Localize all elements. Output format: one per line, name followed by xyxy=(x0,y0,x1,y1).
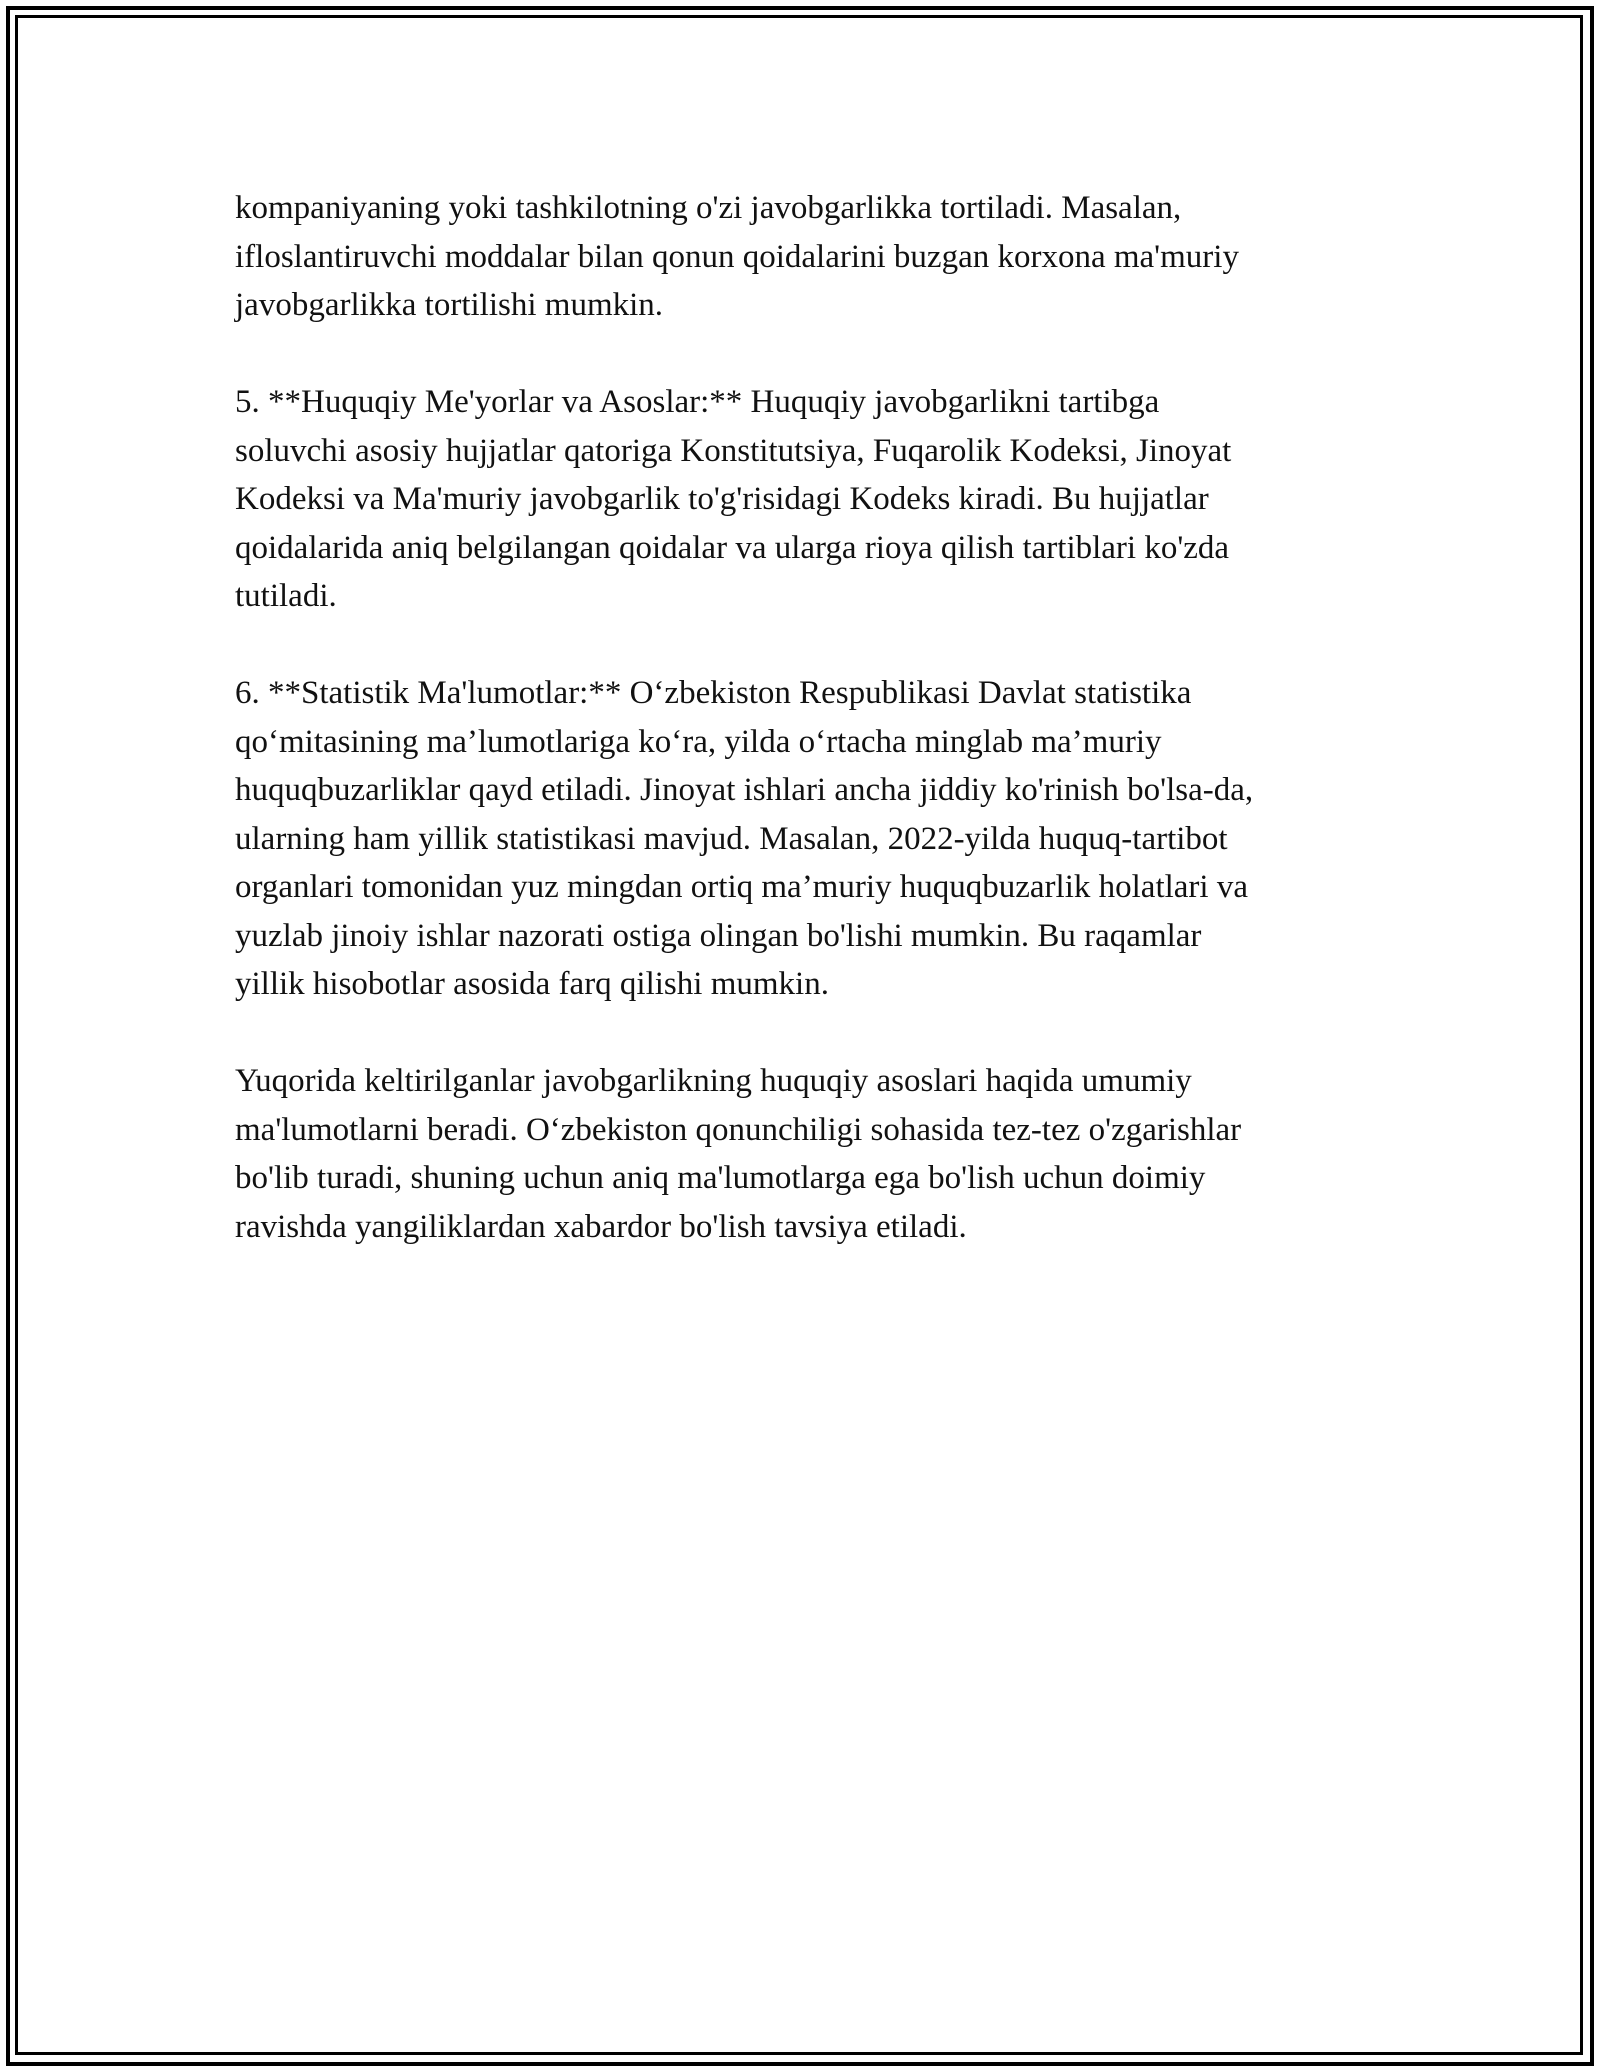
paragraph-conclusion: Yuqorida keltirilganlar javobgarlikning huquqiy asoslari haqida umumiy ma'lumotlarni beradi. O‘zbekiston qonunchiligi sohasida tez-tez o'zgarishlar bo'lib turadi, shuning uchun aniq ma'lumotlarga ega bo'lish uchun doimiy ravishda yangiliklardan xabardor bo'lish tavsiya etiladi. xyxy=(235,1063,1242,1245)
paragraph-statistics: 6. **Statistik Ma'lumotlar:** O‘zbekiston Respublikasi Davlat statistika qo‘mitasining ma’lumotlariga ko‘ra, yilda o‘rtacha minglab ma’muriy huquqbuzarliklar qayd etiladi. Jinoyat ishlari ancha jiddiy ko'rinish bo'lsa-da, ularning ham yillik statistikasi mavjud. Masalan, 2022-yilda huquq-tartibot organlari tomonidan yuz mingdan ortiq ma’muriy huquqbuzarlik holatlari va yuzlab jinoiy ishlar nazorati ostiga olingan bo'lishi mumkin. Bu raqamlar yillik hisobotlar asosida farq qilishi mumkin. xyxy=(235,675,1254,1002)
paragraph-continuation: kompaniyaning yoki tashkilotning o'zi javobgarlikka tortiladi. Masalan, ifloslantiruvchi moddalar bilan qonun qoidalarini buzgan korxona ma'muriy javobgarlikka tortilishi mumkin. xyxy=(235,190,1239,323)
document-body xyxy=(235,184,1375,1300)
paragraph-legal-norms: 5. **Huquqiy Me'yorlar va Asoslar:** Huquqiy javobgarlikni tartibga soluvchi asosiy hujjatlar qatoriga Konstitutsiya, Fuqarolik Kodeksi, Jinoyat Kodeksi va Ma'muriy javobgarlik to'g'risidagi Kodeks kiradi. Bu hujjatlar qoidalarida aniq belgilangan qoidalar va ularga rioya qilish tartiblari ko'zda tutiladi. xyxy=(235,384,1232,614)
